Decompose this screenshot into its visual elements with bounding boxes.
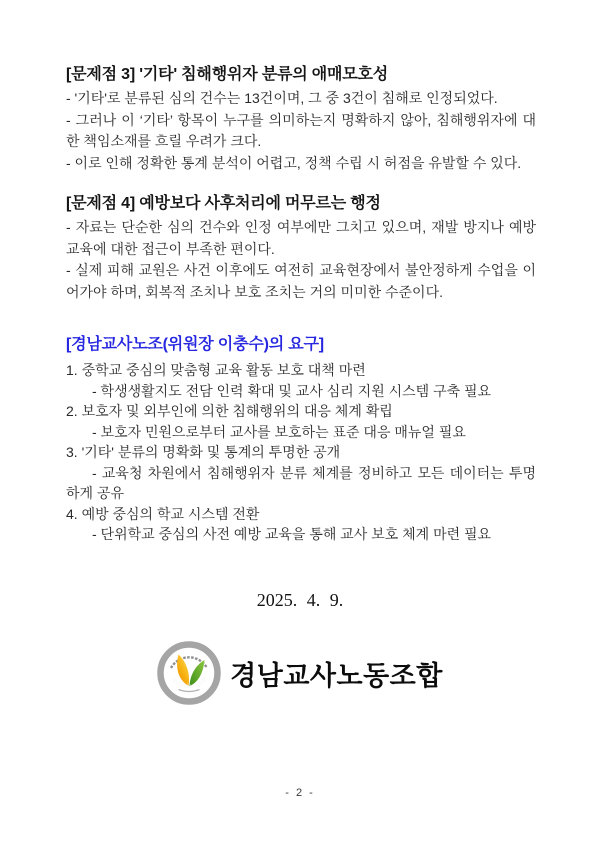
logo-ring [161,645,218,702]
demand-item-detail: - 보호자 민원으로부터 교사를 보호하는 표준 대응 매뉴얼 필요 [92,423,466,440]
demand-item-title: 2. 보호자 및 외부인에 의한 침해행위의 대응 체계 확립 [66,403,393,419]
org-name: 경남교사노동조합 [230,660,443,691]
demand-item-detail: - 단위학교 중심의 사전 예방 교육을 통해 교사 보호 체계 마련 필요 [92,526,492,542]
section-demands [66,334,536,545]
paragraph: - 실제 피해 교원은 사건 이후에도 여전히 교육현장에서 불안정하게 수업을 이어가야 하며, 회복적 조치나 보호 조치는 거의 미미한 수준이다. [66,262,536,300]
document-date: 2025. 4. 9. [256,590,344,610]
logo-ring-bottom-text: 경남교사 노동조합 [169,677,209,691]
paragraph: - '기타'로 분류된 심의 건수는 13건이며, 그 중 3건이 침해로 인정되었다. [66,90,498,106]
section-heading: [문제점 3] '기타' 침해행위자 분류의 애매모호성 [66,66,388,83]
demand-item-detail: - 교육청 차원에서 침해행위자 분류 체계를 정비하고 모든 데이터는 투명하게 공유 [66,464,536,501]
demand-item-detail: - 학생생활지도 전담 인력 확대 및 교사 심리 지원 시스템 구축 필요 [92,382,492,399]
org-signature [0,641,600,705]
paragraph: - 자료는 단순한 심의 건수와 인정 여부에만 그치고 있으며, 재발 방지나 예방 교육에 대한 접근이 부족한 편이다. [66,219,536,257]
demand-item-title: 4. 예방 중심의 학교 시스템 전환 [66,505,260,522]
section-problem-3 [66,64,536,174]
section-problem-4 [66,193,536,303]
document-body [66,64,536,545]
demand-item-title: 1. 중학교 중심의 맞춤형 교육 활동 보호 대책 마련 [66,362,366,378]
paragraph: - 이로 인해 정확한 통계 분석이 어렵고, 정책 수립 시 허점을 유발할 수 있다. [66,154,522,171]
paragraph: - 그러나 이 ‘기타’ 항목이 누구를 의미하는지 명확하지 않아, 침해행위자에 대한 책임소재를 흐릴 우려가 크다. [66,111,536,149]
page-number: - 2 - [285,787,315,799]
section-heading: [문제점 4] 예방보다 사후처리에 머무르는 행정 [66,195,381,212]
demand-item-title: 3. '기타' 분류의 명확화 및 통계의 투명한 공개 [66,444,341,460]
demands-heading: [경남교사노조(위원장 이충수)의 요구] [66,336,324,353]
org-logo-emblem [157,641,221,705]
